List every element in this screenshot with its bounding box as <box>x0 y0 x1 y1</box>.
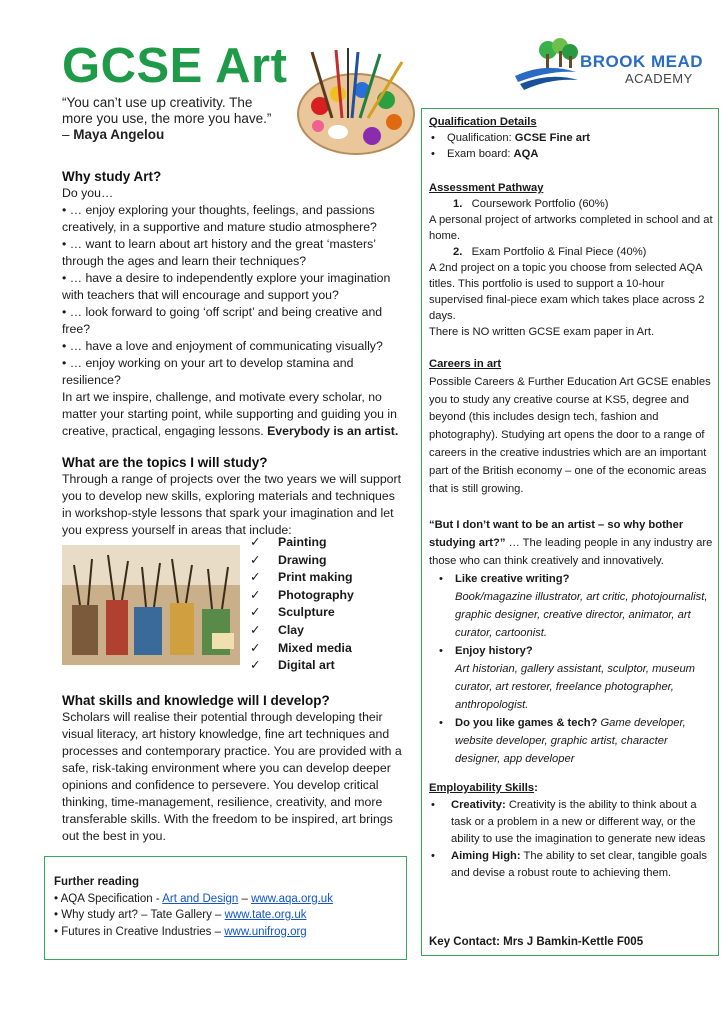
topic-item: ✓ Clay <box>250 622 354 640</box>
assessment-heading: Assessment Pathway <box>429 182 544 194</box>
why-item: • … look forward to going ‘off script’ and being creative and free? <box>62 305 383 336</box>
assessment-note: There is NO written GCSE exam paper in Art. <box>429 326 655 338</box>
qualification-item: • Qualification: GCSE Fine art <box>429 130 713 146</box>
further-item: • Futures in Creative Industries – www.unifrog.org <box>54 925 307 938</box>
tick-icon: ✓ <box>250 605 261 620</box>
why-section <box>62 168 407 440</box>
art-studio-photo <box>62 545 240 665</box>
link-unifrog[interactable]: www.unifrog.org <box>224 925 307 938</box>
assessment-section <box>429 180 713 340</box>
further-item: • Why study art? – Tate Gallery – www.tate.org.uk <box>54 909 307 921</box>
quote <box>62 95 282 143</box>
key-contact: Key Contact: Mrs J Bamkin-Kettle F005 <box>429 936 644 948</box>
tick-icon: ✓ <box>250 587 261 602</box>
why-item: • … have a love and enjoyment of communicating visually? <box>62 339 383 353</box>
tick-icon: ✓ <box>250 640 261 655</box>
why-intro: Do you… <box>62 186 114 200</box>
employability-item: • Aiming High: The ability to set clear, tangible goals and devise a robust route to achieving them. <box>429 848 713 882</box>
link-tate[interactable]: www.tate.org.uk <box>224 909 307 921</box>
artist-text: “But I don’t want to be an artist – so why bother studying art?” … The leading people in any industry are those who can think creatively and innovatively. <box>429 519 713 567</box>
assessment-item: 1. Coursework Portfolio (60%) <box>453 198 609 210</box>
careers-section <box>429 356 713 498</box>
topic-item: ✓ Mixed media <box>250 640 354 658</box>
further-heading: Further reading <box>54 876 139 888</box>
topic-item: ✓ Sculpture <box>250 604 354 622</box>
topic-item: ✓ Print making <box>250 569 354 587</box>
assessment-item-text: A personal project of artworks completed in school and at home. <box>429 214 713 242</box>
quote-author: Maya Angelou <box>73 127 165 142</box>
quote-text: “You can’t use up creativity. The more you use, the more you have.” – <box>62 95 272 142</box>
artist-item: • Enjoy history? Art historian, gallery assistant, sculptor, museum curator, art restorer, freelance photographer, anthropologist. <box>437 642 713 714</box>
page-title: GCSE Art <box>62 39 288 93</box>
further-item: • AQA Specification - Art and Design – www.aqa.org.uk <box>54 892 333 905</box>
careers-heading: Careers in art <box>429 358 502 370</box>
why-item: • … want to learn about art history and the great ‘masters’ through the ages and learn their techniques? <box>62 237 376 268</box>
employability-section <box>429 780 713 882</box>
why-item: • … enjoy exploring your thoughts, feelings, and passions creatively, in a supportive and mature studio atmosphere? <box>62 203 377 234</box>
topic-item: ✓ Photography <box>250 587 354 605</box>
exam-board-item: • Exam board: AQA <box>429 146 713 162</box>
topics-heading: What are the topics I will study? <box>62 455 268 470</box>
qualification-heading: Qualification Details <box>429 116 537 128</box>
tick-icon: ✓ <box>250 658 261 673</box>
tick-icon: ✓ <box>250 622 261 637</box>
employability-item: • Creativity: Creativity is the ability to think about a task or a problem in a new or different way, or the ability to use the imagination to generate new ideas <box>429 797 713 848</box>
logo-line2: ACADEMY <box>625 71 693 86</box>
why-closing: In art we inspire, challenge, and motivate every scholar, no matter your starting point, while supporting and guiding you in creative, practical, engaging lessons. Everybody is an artist. <box>62 390 399 438</box>
artist-item: • Do you like games & tech? Game developer, website developer, graphic artist, character designer, app developer <box>437 714 713 768</box>
artist-item: • Like creative writing? Book/magazine illustrator, art critic, photojournalist, graphic designer, creative director, animator, art curator, cartoonist. <box>437 570 713 642</box>
topic-item: ✓ Drawing <box>250 552 354 570</box>
why-heading: Why study Art? <box>62 169 162 184</box>
link-aqa[interactable]: www.aqa.org.uk <box>251 892 333 905</box>
tick-icon: ✓ <box>250 552 261 567</box>
why-item: • … have a desire to independently explore your imagination with teachers that will encourage and support you? <box>62 271 391 302</box>
assessment-item-text: A 2nd project on a topic you choose from selected AQA titles. This portfolio is used to support a 10-hour supervised final-piece exam which takes place across 2 days. <box>429 262 705 322</box>
logo-line1: BROOK MEAD <box>580 52 704 71</box>
artist-section <box>429 516 713 768</box>
qualification-section <box>429 114 713 162</box>
topic-item: ✓ Digital art <box>250 657 354 675</box>
link-art-and-design[interactable]: Art and Design <box>162 892 239 905</box>
careers-text: Possible Careers & Further Education Art GCSE enables you to study any creative course at KS5, degree and beyond (this includes design tech, fashion and photography). Studying art opens the door to a range of careers in the creative industries which are an important part of the British economy – one of the economic areas that is still growing. <box>429 375 711 495</box>
skills-text: Scholars will realise their potential through developing their visual literacy, art history knowledge, fine art techniques and processes and contemporary practice. You are provided with a safe, risk-taking environment where you can develop deeper opinions and confidence to persevere. You develop critical thinking, time-management, resilience, creativity, and more transferable skills. With the freedom to be inspired, art brings out the best in you. <box>62 710 402 843</box>
tick-icon: ✓ <box>250 535 261 549</box>
topic-item: ✓ Painting <box>250 534 354 552</box>
skills-heading: What skills and knowledge will I develop? <box>62 693 330 708</box>
skills-section <box>62 692 407 845</box>
assessment-item: 2. Exam Portfolio & Final Piece (40%) <box>453 246 647 258</box>
employability-heading: Employability Skills: <box>429 782 538 794</box>
topics-section <box>62 454 407 539</box>
paint-palette-image <box>292 48 420 160</box>
topics-list <box>250 534 354 675</box>
further-reading <box>54 874 404 940</box>
topics-text: Through a range of projects over the two years we will support you to develop new skills, exploring materials and techniques in workshop-style lessons that spark your imagination and let you express yourself in areas that include: <box>62 472 402 537</box>
why-item: • … enjoy working on your art to develop stamina and resilience? <box>62 356 354 387</box>
tick-icon: ✓ <box>250 570 261 585</box>
